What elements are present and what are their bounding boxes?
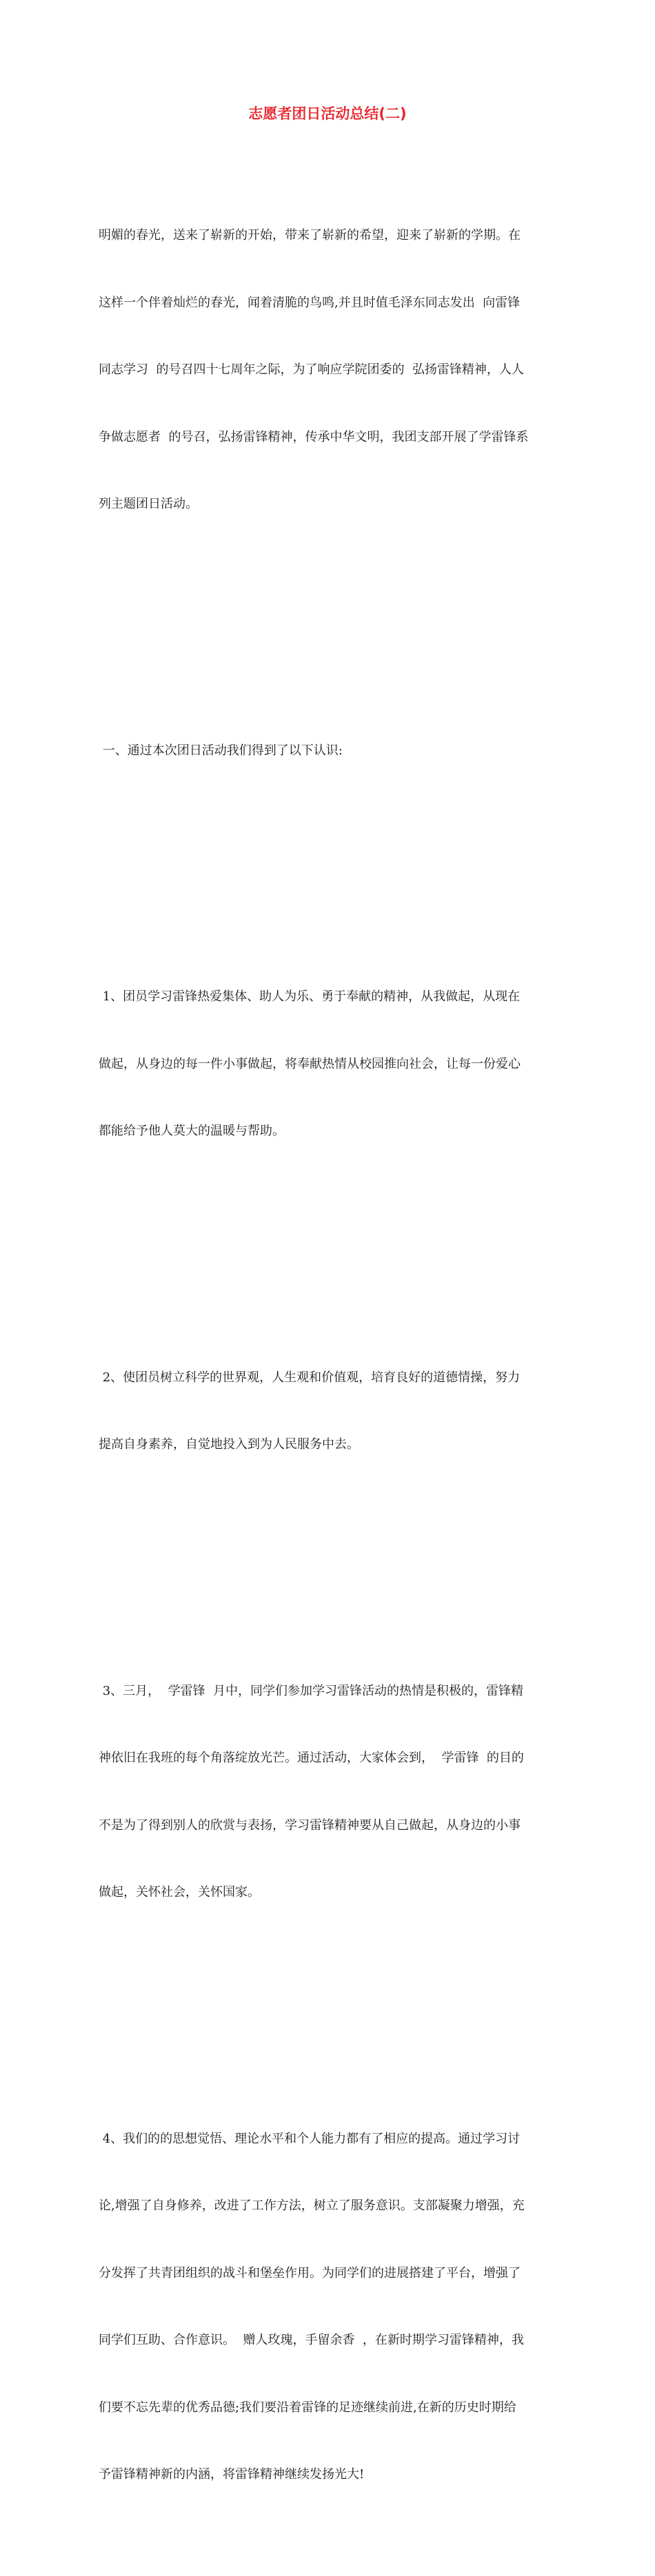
text-line: 做起，从身边的每一件小事做起，将奉献热情从校园推向社会，让每一份爱心 <box>99 1056 521 1071</box>
text-line: 4、我们的的思想觉悟、理论水平和个人能力都有了相应的提高。通过学习讨 <box>99 2131 521 2146</box>
paragraph-section-heading <box>99 695 557 807</box>
text-line: 列主题团日活动。 <box>99 497 198 511</box>
paragraph-gap <box>99 852 557 874</box>
text-line: 予雷锋精神新的内涵，将雷锋精神继续发扬光大! <box>99 2467 365 2482</box>
text-line: 明媚的春光，送来了崭新的开始，带来了崭新的希望，迎来了崭新的学期。在 <box>99 228 521 243</box>
text-line: 2、使团员树立科学的世界观，人生观和价值观，培育良好的道德情操，努力 <box>99 1370 521 1385</box>
text-line: 论,增强了自身修养，改进了工作方法，树立了服务意识。支部凝聚力增强，充 <box>99 2198 525 2213</box>
paragraph-point-3 <box>99 1636 557 1949</box>
text-line: 同学们互助、合作意识。 赠人玫瑰，手留余香 ，在新时期学习雷锋精神，我 <box>99 2333 524 2347</box>
paragraph-gap <box>99 1994 557 2017</box>
paragraph-point-2 <box>99 1322 557 1501</box>
text-line: 都能给予他人莫大的温暖与帮助。 <box>99 1124 285 1138</box>
document-title: 志愿者团日活动总结(二) <box>248 105 407 122</box>
paragraph-point-1 <box>99 941 557 1188</box>
text-line: 做起，关怀社会，关怀国家。 <box>99 1885 260 1899</box>
paragraph-gap <box>99 1233 557 1255</box>
text-line: 这样一个伴着灿烂的春光，闻着清脆的鸟鸣,并且时值毛泽东同志发出 向雷锋 <box>99 295 521 310</box>
text-line: 同志学习 的号召四十七周年之际，为了响应学院团委的 弘扬雷锋精神，人人 <box>99 362 524 377</box>
text-line: 3、三月， 学雷锋 月中，同学们参加学习雷锋活动的热情是积极的，雷锋精 <box>99 1683 524 1698</box>
paragraph-gap <box>99 1546 557 1569</box>
document-body <box>99 135 557 2576</box>
paragraph-gap <box>99 606 557 628</box>
text-line: 们要不忘先辈的优秀品德;我们要沿着雷锋的足迹继续前进,在新的历史时期给 <box>99 2400 516 2415</box>
paragraph-point-4 <box>99 2083 557 2531</box>
text-line: 神依旧在我班的每个角落绽放光芒。通过活动，大家体会到， 学雷锋 的目的 <box>99 1751 524 1765</box>
text-line: 一、通过本次团日活动我们得到了以下认识: <box>99 743 343 758</box>
text-line: 提高自身素养，自觉地投入到为人民服务中去。 <box>99 1437 359 1452</box>
text-line: 分发挥了共青团组织的战斗和堡垒作用。为同学们的进展搭建了平台，增强了 <box>99 2265 521 2280</box>
text-line: 不是为了得到别人的欣赏与表扬，学习雷锋精神要从自己做起，从身边的小事 <box>99 1817 521 1833</box>
text-line: 1、团员学习雷锋热爱集体、助人为乐、勇于奉献的精神，从我做起，从现在 <box>99 989 521 1004</box>
text-line: 争做志愿者 的号召，弘扬雷锋精神，传承中华文明，我团支部开展了学雷锋系 <box>99 429 529 444</box>
paragraph-intro <box>99 180 557 561</box>
